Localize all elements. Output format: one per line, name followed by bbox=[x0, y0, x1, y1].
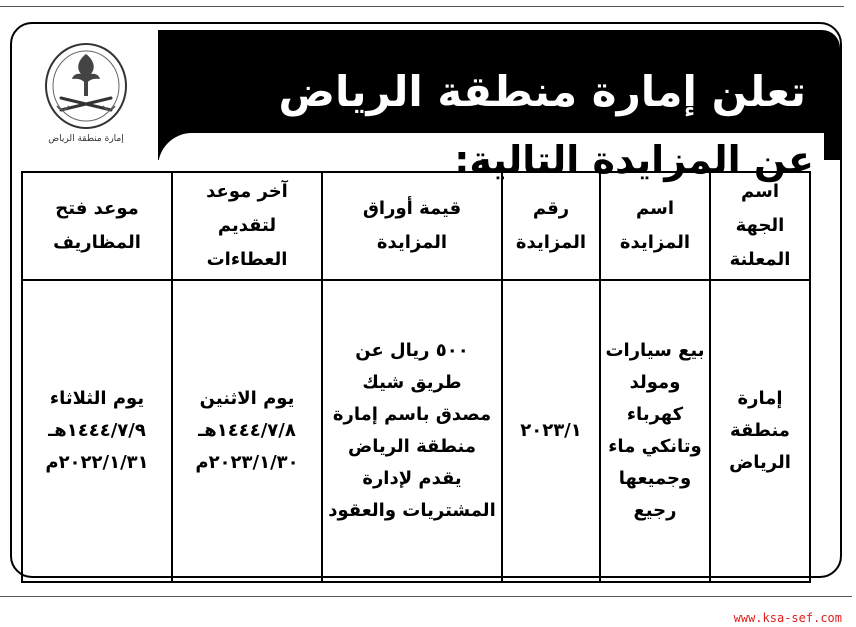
cell-line: منطقة bbox=[730, 420, 790, 441]
cell-envelope-opening bbox=[22, 280, 172, 582]
header-line: رقم bbox=[532, 198, 570, 219]
cell-line: الرياض bbox=[729, 452, 791, 473]
header-line: اسم الجهة bbox=[735, 181, 785, 236]
page-title: تعلن إمارة منطقة الرياض bbox=[278, 67, 806, 116]
cell-line: وجميعها bbox=[618, 468, 692, 489]
header-auction-number bbox=[502, 172, 600, 280]
header-line: موعد فتح bbox=[55, 198, 139, 219]
cell-line: يقدم لإدارة bbox=[362, 468, 462, 489]
cell-line: منطقة الرياض bbox=[347, 436, 477, 457]
cell-line: مصدق باسم إمارة bbox=[332, 404, 492, 425]
title-banner bbox=[158, 30, 840, 182]
website-link[interactable]: www.ksa-sef.com bbox=[733, 611, 842, 625]
cell-auction-name bbox=[600, 280, 710, 582]
logo-caption: إمارة منطقة الرياض bbox=[48, 134, 124, 144]
cell-line: طريق شيك bbox=[362, 372, 462, 393]
cell-line: ومولد bbox=[629, 372, 681, 393]
cell-line: المشتريات والعقود bbox=[328, 500, 496, 521]
cell-line: ٢٠٢٢/١/٣١م bbox=[45, 452, 149, 473]
cell-submission-deadline bbox=[172, 280, 322, 582]
header-line: المظاريف bbox=[53, 232, 141, 253]
header-line: آخر موعد لتقديم bbox=[206, 181, 288, 236]
header-document-price bbox=[322, 172, 502, 280]
header-envelope-opening bbox=[22, 172, 172, 280]
cell-line: رجيع bbox=[633, 500, 677, 521]
cell-line: ١٤٤٤/٧/٩هـ bbox=[48, 420, 146, 441]
cell-line: وتانكي ماء bbox=[608, 436, 702, 457]
header-line: قيمة أوراق bbox=[362, 198, 462, 219]
cell-auction-number bbox=[502, 280, 600, 582]
page-subtitle: عن المزايدة التالية: bbox=[454, 138, 814, 182]
top-rule bbox=[0, 6, 844, 7]
cell-line: يوم الاثنين bbox=[199, 388, 295, 409]
cell-line: يوم الثلاثاء bbox=[49, 388, 145, 409]
cell-line: ٢٠٢٣/١/٣٠م bbox=[195, 452, 299, 473]
table-row bbox=[22, 280, 810, 582]
cell-line: كهرباء bbox=[626, 404, 684, 425]
cell-document-price bbox=[322, 280, 502, 582]
cell-line: بيع سيارات bbox=[605, 340, 705, 361]
header-line: المزايدة bbox=[376, 232, 448, 253]
saudi-emblem-icon bbox=[43, 40, 129, 132]
header-line: اسم المزايدة bbox=[619, 198, 691, 253]
table-header-row bbox=[22, 172, 810, 280]
cell-line: ٢٠٢٣/١ bbox=[520, 420, 582, 441]
header-entity bbox=[710, 172, 810, 280]
cell-line: إمارة bbox=[737, 388, 783, 409]
header-submission-deadline bbox=[172, 172, 322, 280]
cell-line: ٥٠٠ ريال عن bbox=[355, 340, 469, 361]
header-line: المعلنة bbox=[729, 249, 791, 270]
header-line: العطاءات bbox=[206, 249, 288, 270]
bottom-rule bbox=[0, 596, 852, 597]
logo bbox=[20, 34, 152, 158]
header-auction-name bbox=[600, 172, 710, 280]
cell-entity bbox=[710, 280, 810, 582]
auction-table bbox=[21, 171, 811, 583]
cell-line: ١٤٤٤/٧/٨هـ bbox=[198, 420, 296, 441]
header-line: المزايدة bbox=[515, 232, 587, 253]
